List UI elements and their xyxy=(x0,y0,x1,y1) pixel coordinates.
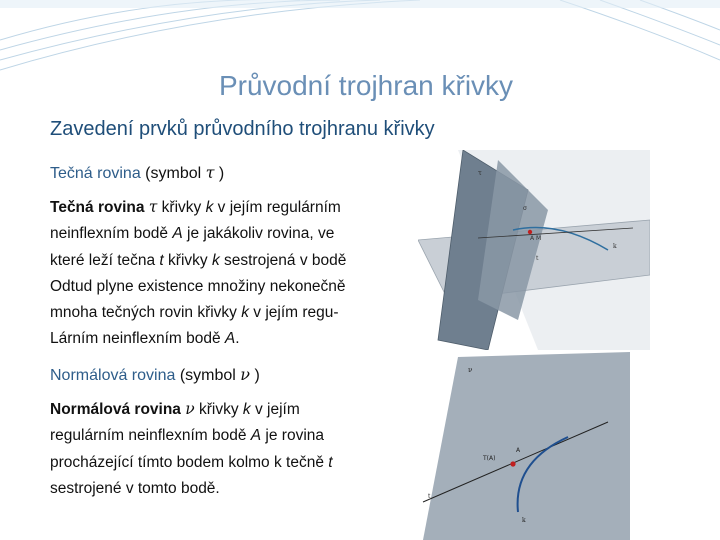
label-tau: τ xyxy=(478,169,482,177)
tangent-line-5: mnoha tečných rovin křivky k v jejím regu- xyxy=(50,304,339,322)
tangent-plane-paragraph xyxy=(50,194,346,353)
page-subtitle: Zavedení prvků průvodního trojhranu křivky xyxy=(50,118,435,140)
normal-plane-figure xyxy=(418,352,630,540)
normal-plane-symbol-label: (symbol xyxy=(175,367,241,384)
label-k: k xyxy=(522,517,526,524)
label-nu: ν xyxy=(468,366,473,374)
normal-plane-shape xyxy=(423,352,630,540)
tangent-line-2: neinflexním bodě A je jakákoliv rovina, ve xyxy=(50,225,335,243)
point-a xyxy=(510,461,515,466)
normal-line-1: Normálová rovina ν křivky k v jejím xyxy=(50,400,300,418)
label-a: A xyxy=(516,447,521,454)
tangent-line-3: které leží tečna t křivky k sestrojená v bodě xyxy=(50,251,347,269)
label-k: k xyxy=(613,243,617,250)
tangent-line-1: Tečná rovina τ křivky k v jejím regulárním xyxy=(50,198,341,216)
normal-line-3: procházející tímto bodem kolmo k tečně t xyxy=(50,453,333,471)
normal-line-4: sestrojené v tomto bodě. xyxy=(50,479,220,497)
tangent-plane-heading xyxy=(50,163,224,183)
label-point: T(A) xyxy=(483,455,496,462)
normal-plane-heading-close: ) xyxy=(250,367,260,384)
label-t: t xyxy=(428,493,431,500)
tangent-plane-heading-close: ) xyxy=(214,165,225,182)
point-a xyxy=(528,230,532,234)
label-t: t xyxy=(536,255,539,262)
normal-plane-term: Normálová rovina xyxy=(50,367,176,384)
label-m: M xyxy=(536,235,542,242)
normal-plane-paragraph xyxy=(50,396,333,502)
label-sigma: σ xyxy=(523,205,527,212)
tangent-line-4: Odtud plyne existence množiny nekonečně xyxy=(50,277,346,295)
tau-symbol: τ xyxy=(205,163,215,182)
normal-line-2: regulárním neinflexním bodě A je rovina xyxy=(50,427,325,445)
page-title: Průvodní trojhran křivky xyxy=(218,70,514,101)
normal-plane-heading xyxy=(50,365,260,385)
nu-symbol: ν xyxy=(240,365,251,384)
label-a: A xyxy=(530,235,535,242)
tangent-line-6: Lárním neinflexním bodě A. xyxy=(50,330,240,348)
tangent-plane-symbol-label: (symbol xyxy=(140,165,206,182)
tangent-plane-figure xyxy=(418,150,650,350)
tangent-plane-term: Tečná rovina xyxy=(50,165,141,182)
